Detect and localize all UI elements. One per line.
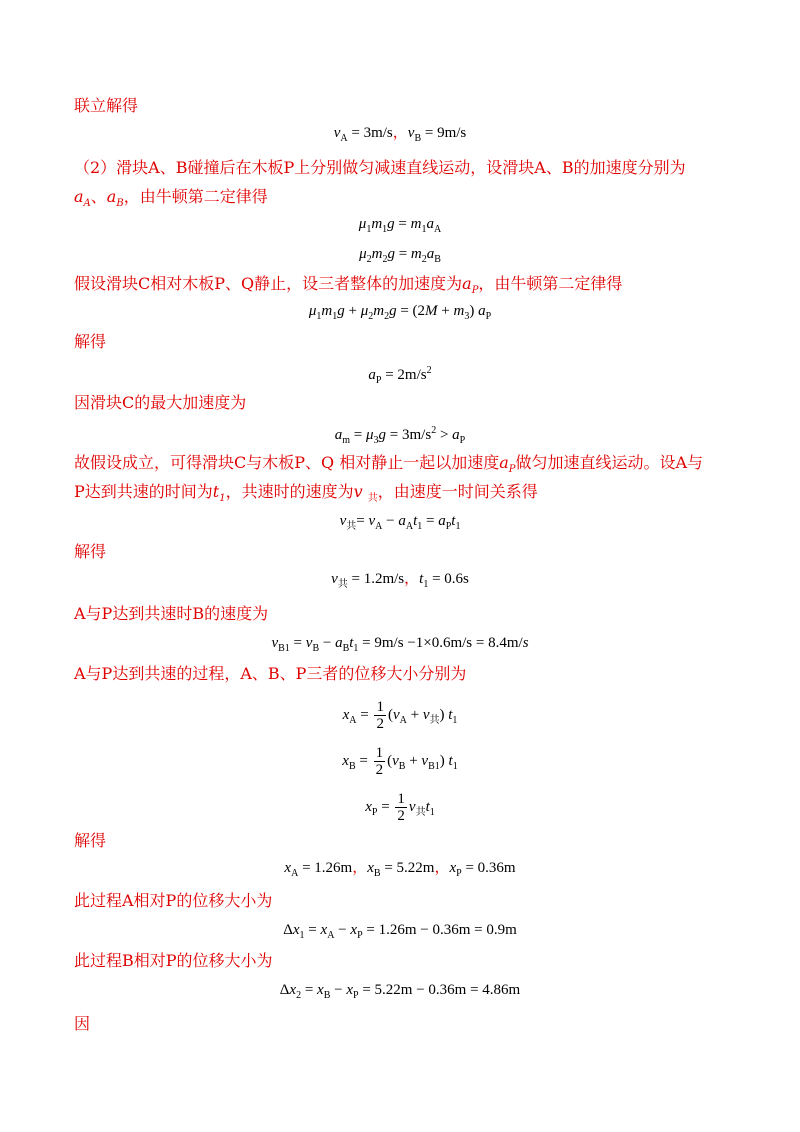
equation: $x_B$ = $\frac{1}{2}$ $(v_B + v_{B1})$ $t_1$ xyxy=(342,745,458,778)
equation: $\mu_2m_2g = m_2a_B$ xyxy=(359,246,441,265)
text-line: P达到共速的时间为$t_1$，共速时的速度为v $_共$，由速度一时间关系得 xyxy=(74,482,538,505)
equation: $x_P$ = $\frac{1}{2}$ $v_共t_1$ xyxy=(365,791,435,824)
equation: $x_A = 1.26m$，$x_B = 5.22m$，$x_P = 0.36m$ xyxy=(284,860,516,879)
equation-velocities: $v_A = 3m/s$，$v_B = 9m/s$ xyxy=(333,125,467,144)
text-line: 因 xyxy=(74,1014,91,1033)
text-line: 此过程A相对P的位移大小为 xyxy=(74,891,273,910)
equation: $x_A$ = $\frac{1}{2}$ $(v_A + v_共)$ $t_1$ xyxy=(342,699,458,732)
equation: $\mu_1m_1g = m_1a_A$ xyxy=(358,216,442,235)
equation: $\Delta x_1 = x_A - x_P = 1.26m - 0.36m = 0.9m$ xyxy=(283,922,517,941)
text-line: 解得 xyxy=(74,831,107,850)
text-line: A与P达到共速的过程，A、B、P三者的位移大小分别为 xyxy=(74,664,467,683)
equation: $a_P = 2m/s^2$ xyxy=(368,365,432,386)
equation: $v_共 = 1.2m/s$，$t_1 = 0.6s$ xyxy=(331,571,469,590)
text-line: 联立解得 xyxy=(74,96,139,115)
text-line: $a_A$、$a_B$，由牛顿第二定律得 xyxy=(74,187,268,210)
text-line: 故假设成立，可得滑块C与木板P、Q 相对静止一起以加速度$a_P$做匀加速直线运动。设A与 xyxy=(74,453,704,476)
text-line: 解得 xyxy=(74,542,107,561)
equation: $a_m = \mu_3g = 3m/s^2 > a_P$ xyxy=(334,425,466,446)
text-line: 此过程B相对P的位移大小为 xyxy=(74,951,273,970)
text-line: 因滑块C的最大加速度为 xyxy=(74,393,247,412)
equation: $\mu_1m_1g + \mu_2m_2g = (2M + m_3)$ $a_P$ xyxy=(308,303,492,322)
equation: $\Delta x_2 = x_B - x_P = 5.22m - 0.36m = 4.86m$ xyxy=(279,982,521,1001)
equation: $v_共= v_A - a_At_1 = a_Pt_1$ xyxy=(339,513,461,532)
text-line: 假设滑块C相对木板P、Q静止，设三者整体的加速度为$a_P$，由牛顿第二定律得 xyxy=(74,274,623,297)
text-line: 解得 xyxy=(74,332,107,351)
equation: $v_{B1} = v_B - a_Bt_1 = 9m/s -1\times 0.6m/s = 8.4m/s$ xyxy=(271,635,529,654)
text-line: A与P达到共速时B的速度为 xyxy=(74,604,269,623)
text-line: （2）滑块A、B碰撞后在木板P上分别做匀减速直线运动，设滑块A、B的加速度分别为 xyxy=(74,158,686,177)
